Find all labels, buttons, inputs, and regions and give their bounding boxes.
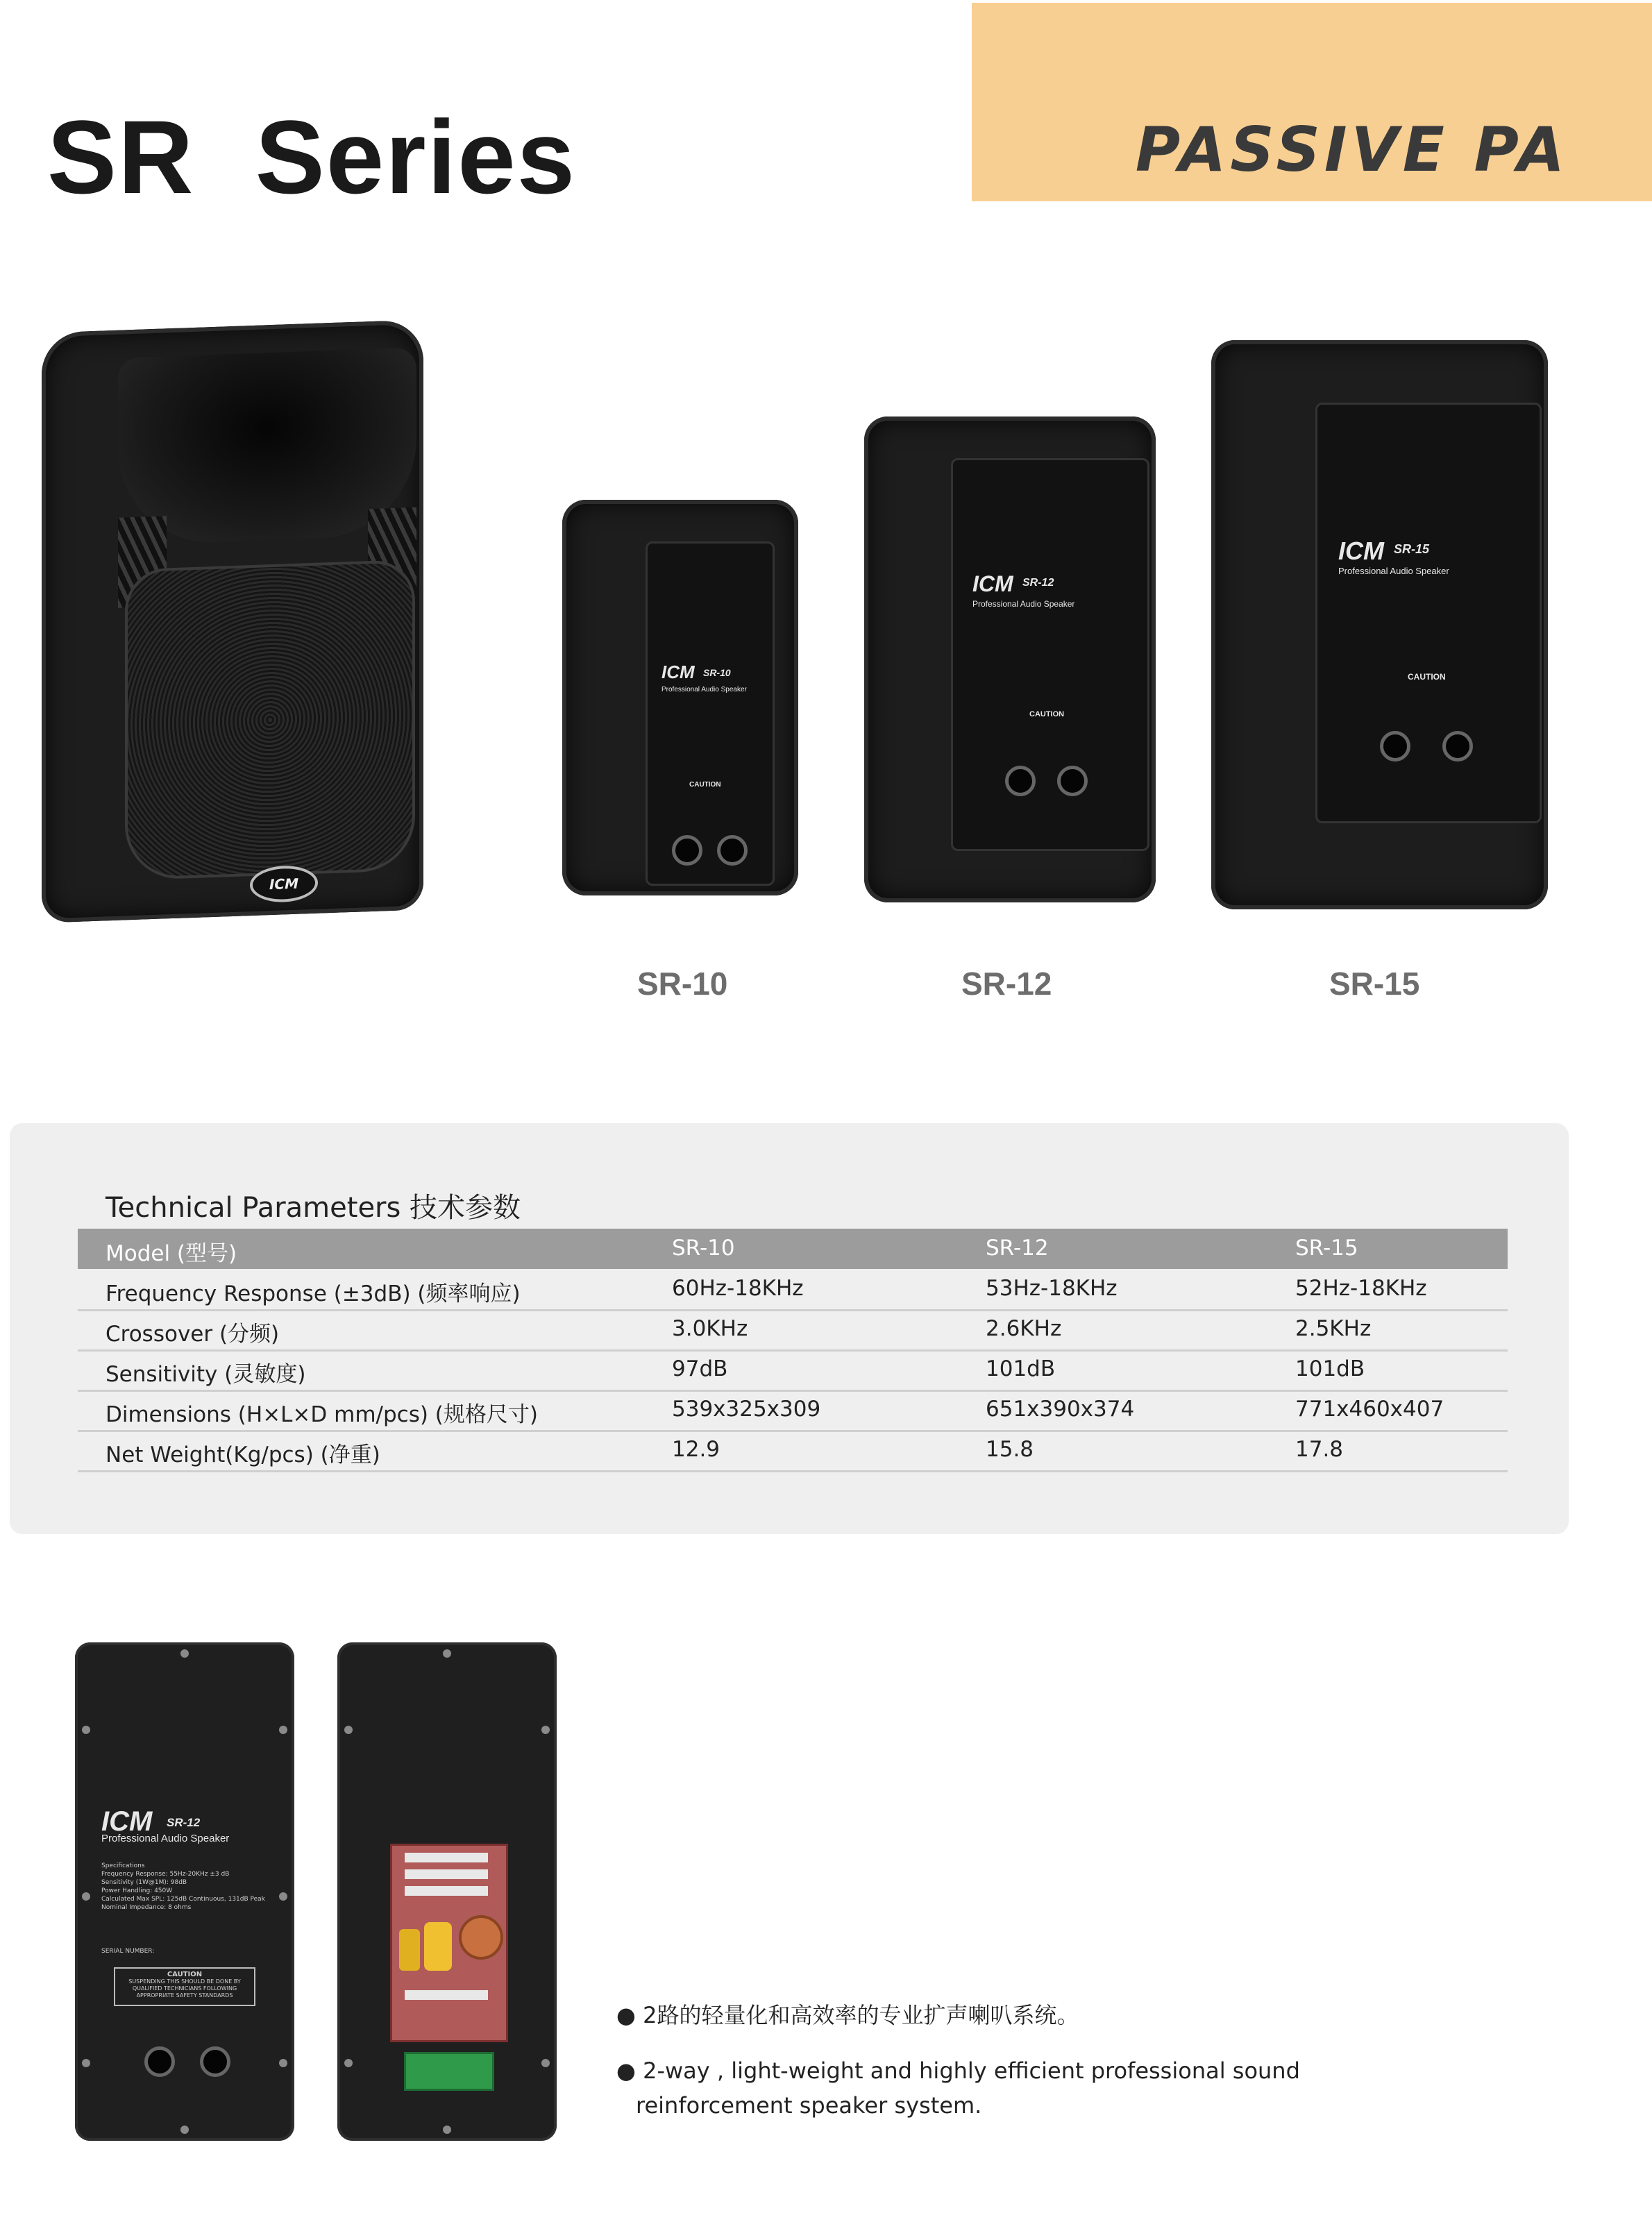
panel-model: SR-12 — [1022, 577, 1054, 589]
sr12-label: SR-12 — [961, 966, 1052, 1002]
screw — [180, 1649, 189, 1658]
row-value: 53Hz-18KHz — [986, 1276, 1118, 1301]
screw — [344, 1726, 353, 1734]
terminal-block — [404, 2052, 494, 2091]
table-row — [78, 1349, 1508, 1392]
row-value: 101dB — [1295, 1356, 1365, 1381]
feature-text: 2-way , light-weight and highly efficient professional sound reinforcement speaker system. — [636, 2058, 1300, 2119]
screw — [279, 1892, 287, 1901]
caution-text: SUSPENDING THIS SHOULD BE DONE BY QUALIFIED TECHNICIANS FOLLOWING APPROPRIATE SAFETY STANDARDS — [128, 1978, 241, 1999]
row-value: 651x390x374 — [986, 1397, 1135, 1422]
sr10-speaker-image — [562, 500, 798, 895]
sr10-label: SR-10 — [637, 966, 728, 1002]
row-value: 101dB — [986, 1356, 1056, 1381]
jack-input-1 — [1005, 766, 1036, 796]
panel-brand: ICM — [972, 571, 1013, 596]
screw — [82, 1892, 90, 1901]
screw — [443, 2126, 451, 2134]
crossover-circuit-board — [390, 1844, 508, 2042]
jack-input-2 — [717, 835, 748, 866]
sr15-speaker-image — [1211, 340, 1548, 909]
page-title: SR Series — [47, 99, 577, 215]
panel-caution: CAUTION — [1408, 672, 1446, 682]
feature-item: ● 2路的轻量化和高效率的专业扩声喇叭系统。 — [616, 2002, 1079, 2028]
row-label: Crossover (分频) — [106, 1322, 280, 1347]
capacitor — [405, 1869, 488, 1879]
rear-panel — [951, 458, 1149, 851]
screw — [443, 1649, 451, 1658]
row-value: 52Hz-18KHz — [1295, 1276, 1427, 1301]
row-label: Dimensions (H×L×D mm/pcs) (规格尺寸) — [106, 1402, 538, 1427]
header-cell: SR-12 — [986, 1236, 1049, 1261]
inductor — [399, 1929, 420, 1971]
board-brand: ICM — [101, 1806, 153, 1837]
spec-line: Power Handling: 450W — [101, 1887, 173, 1894]
row-value: 60Hz-18KHz — [672, 1276, 804, 1301]
jack-input-1 — [672, 835, 702, 866]
rear-board-crossover-image — [337, 1642, 557, 2141]
jack-input-1 — [1380, 731, 1410, 761]
board-model: SR-12 — [167, 1816, 201, 1829]
row-value: 3.0KHz — [672, 1316, 748, 1341]
screw — [180, 2126, 189, 2134]
feature-text: 2路的轻量化和高效率的专业扩声喇叭系统。 — [643, 2002, 1079, 2028]
resistor — [405, 1990, 488, 2000]
panel-brand: ICM — [1338, 537, 1384, 565]
technical-parameters-panel — [10, 1123, 1569, 1534]
row-value: 771x460x407 — [1295, 1397, 1444, 1422]
row-value: 539x325x309 — [672, 1397, 821, 1422]
screw — [344, 2059, 353, 2067]
spec-heading: Specifications — [101, 1862, 145, 1869]
panel-subtitle: Professional Audio Speaker — [972, 599, 1075, 609]
board-subtitle: Professional Audio Speaker — [101, 1833, 230, 1844]
brand-emblem: ICM — [250, 865, 318, 903]
table-header-row — [78, 1229, 1508, 1269]
category-badge-label: PASSIVE PA — [1135, 114, 1569, 185]
panel-model: SR-15 — [1394, 542, 1430, 556]
screw — [279, 2059, 287, 2067]
jack-input-2 — [1057, 766, 1088, 796]
screw — [541, 1726, 550, 1734]
jack-input-2 — [200, 2046, 230, 2077]
table-row — [78, 1309, 1508, 1352]
speaker-grill — [125, 559, 415, 881]
table-row — [78, 1430, 1508, 1472]
row-value: 2.6KHz — [986, 1316, 1062, 1341]
header-cell: SR-15 — [1295, 1236, 1358, 1261]
spec-line: Nominal Impedance: 8 ohms — [101, 1904, 192, 1911]
spec-line: Calculated Max SPL: 125dB Continuous, 131dB Peak — [101, 1896, 265, 1903]
capacitor — [405, 1886, 488, 1896]
row-label: Frequency Response (±3dB) (频率响应) — [106, 1281, 521, 1306]
table-title: Technical Parameters 技术参数 — [106, 1192, 521, 1224]
jack-input-2 — [1442, 731, 1473, 761]
row-value: 97dB — [672, 1356, 728, 1381]
row-label: Net Weight(Kg/pcs) (净重) — [106, 1442, 380, 1467]
caution-title: CAUTION — [167, 1971, 203, 1978]
front-speaker-image — [42, 319, 423, 923]
row-label: Sensitivity (灵敏度) — [106, 1362, 306, 1387]
row-value: 17.8 — [1295, 1437, 1344, 1462]
panel-caution: CAUTION — [689, 781, 721, 789]
panel-subtitle: Professional Audio Speaker — [1338, 566, 1449, 576]
caution-box — [114, 1967, 255, 2006]
panel-brand: ICM — [661, 662, 695, 682]
capacitor — [405, 1853, 488, 1862]
feature-item: ● 2-way , light-weight and highly efficient professional sound reinforcement speaker system. — [616, 2058, 1300, 2119]
table-row — [78, 1269, 1508, 1311]
screw — [82, 1726, 90, 1734]
coil — [459, 1915, 503, 1960]
table-row — [78, 1390, 1508, 1432]
sr15-label: SR-15 — [1329, 966, 1420, 1002]
panel-model: SR-10 — [703, 667, 731, 678]
category-badge — [972, 3, 1652, 201]
inductor — [424, 1922, 452, 1971]
row-value: 15.8 — [986, 1437, 1034, 1462]
screw — [279, 1726, 287, 1734]
spec-line: Frequency Response: 55Hz-20KHz ±3 dB — [101, 1871, 230, 1878]
row-value: 12.9 — [672, 1437, 720, 1462]
panel-caution: CAUTION — [1029, 710, 1065, 718]
sr12-speaker-image — [864, 416, 1156, 902]
jack-input-1 — [144, 2046, 175, 2077]
panel-subtitle: Professional Audio Speaker — [661, 686, 747, 693]
screw — [82, 2059, 90, 2067]
screw — [541, 2059, 550, 2067]
spec-line: Sensitivity (1W@1M): 98dB — [101, 1879, 187, 1886]
header-cell: Model (型号) — [106, 1241, 237, 1266]
row-value: 2.5KHz — [1295, 1316, 1372, 1341]
rear-panel — [646, 541, 775, 886]
rear-board-front-image — [75, 1642, 294, 2141]
board-specs — [101, 1862, 265, 1912]
rear-panel — [1315, 403, 1542, 823]
header-cell: SR-10 — [672, 1236, 735, 1261]
serial-number-label: SERIAL NUMBER: — [101, 1948, 155, 1955]
